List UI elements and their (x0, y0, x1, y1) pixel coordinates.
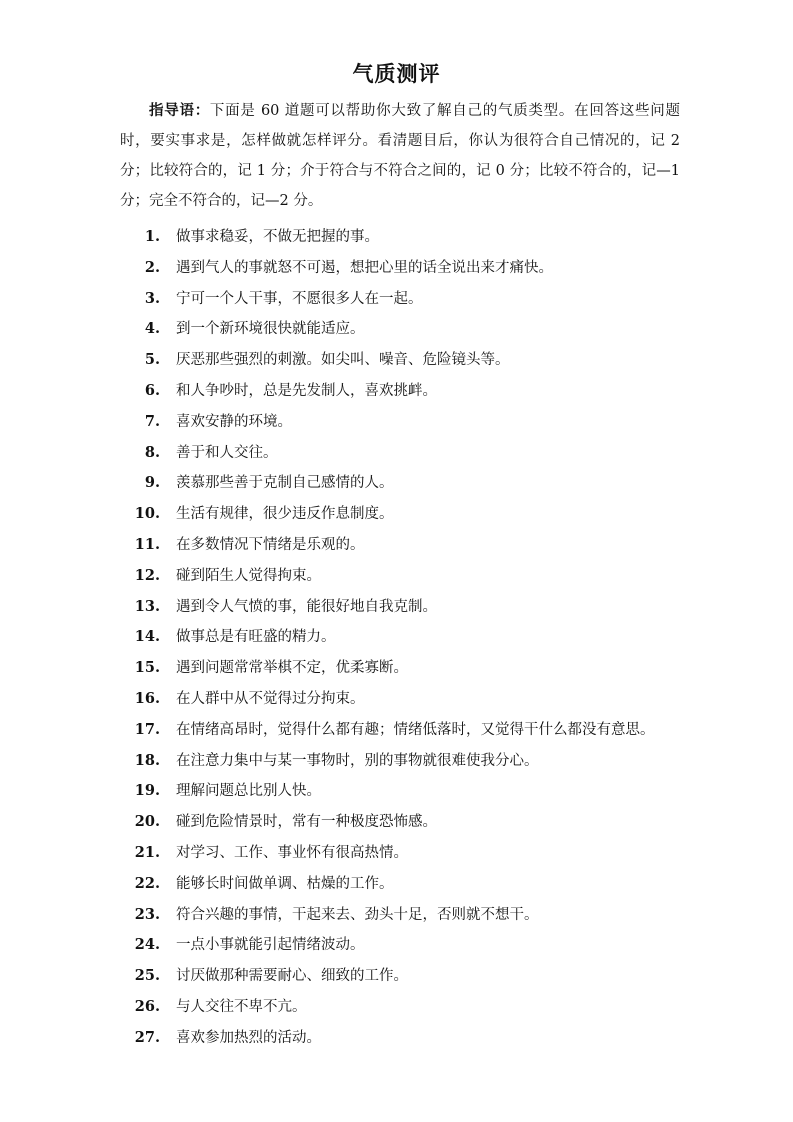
question-text: 碰到陌生人觉得拘束。 (176, 567, 321, 584)
question-number: 26. (134, 997, 160, 1015)
question-text: 对学习、工作、事业怀有很高热情。 (176, 844, 408, 861)
question-number: 5. (144, 351, 160, 369)
question-number: 4. (144, 320, 160, 338)
question-number: 10. (134, 505, 160, 523)
question-item (0, 438, 793, 469)
question-text: 做事总是有旺盛的精力。 (176, 629, 336, 646)
question-number: 24. (134, 936, 160, 954)
question-text: 能够长时间做单调、枯燥的工作。 (176, 875, 394, 892)
question-number: 7. (144, 412, 160, 430)
question-item (0, 530, 793, 561)
question-item (0, 622, 793, 653)
question-number: 6. (144, 381, 160, 399)
question-item (0, 869, 793, 900)
question-number: 2. (144, 258, 160, 276)
question-text: 厌恶那些强烈的刺激。如尖叫、噪音、危险镜头等。 (176, 352, 510, 369)
question-text: 宁可一个人干事，不愿很多人在一起。 (176, 290, 423, 307)
question-number: 23. (134, 905, 160, 923)
question-item (0, 284, 793, 315)
question-number: 20. (134, 813, 160, 831)
question-item (0, 684, 793, 715)
question-item (0, 900, 793, 931)
question-number: 27. (134, 1028, 160, 1046)
question-number: 15. (134, 659, 160, 677)
question-number: 21. (134, 843, 160, 861)
question-text: 做事求稳妥，不做无把握的事。 (176, 229, 379, 245)
question-number: 9. (144, 474, 160, 492)
question-text: 和人争吵时，总是先发制人，喜欢挑衅。 (176, 382, 437, 399)
question-item (0, 992, 793, 1023)
question-item (0, 222, 793, 253)
question-item (0, 314, 793, 345)
question-number: 22. (134, 874, 160, 892)
question-item (0, 376, 793, 407)
question-text: 碰到危险情景时，常有一种极度恐怖感。 (176, 814, 437, 831)
question-item (0, 746, 793, 777)
question-number: 17. (134, 720, 160, 738)
question-text: 一点小事就能引起情绪波动。 (176, 937, 365, 954)
question-text: 羡慕那些善于克制自己感情的人。 (176, 475, 394, 492)
question-item (0, 961, 793, 992)
question-item (0, 561, 793, 592)
instructions-lead: 指导语： (149, 102, 210, 119)
question-item (0, 807, 793, 838)
question-text: 与人交往不卑不亢。 (176, 998, 307, 1015)
question-number: 19. (134, 782, 160, 800)
question-item (0, 1023, 793, 1054)
question-number: 8. (144, 443, 160, 461)
page-title: 气质测评 (352, 61, 441, 86)
question-item (0, 653, 793, 684)
question-text: 遇到气人的事就怒不可遏，想把心里的话全说出来才痛快。 (176, 259, 553, 276)
question-text: 理解问题总比别人快。 (176, 783, 321, 800)
question-text: 到一个新环境很快就能适应。 (176, 321, 365, 338)
question-item (0, 345, 793, 376)
question-item (0, 715, 793, 746)
question-text: 符合兴趣的事情，干起来去、劲头十足，否则就不想干。 (176, 906, 539, 923)
question-item (0, 776, 793, 807)
question-text: 遇到问题常常举棋不定，优柔寡断。 (176, 660, 408, 677)
question-text: 生活有规律，很少违反作息制度。 (176, 506, 394, 523)
question-item (0, 468, 793, 499)
question-number: 3. (144, 289, 160, 307)
question-item (0, 930, 793, 961)
question-text: 在人群中从不觉得过分拘束。 (176, 690, 365, 707)
question-text: 在情绪高昂时，觉得什么都有趣；情绪低落时，又觉得干什么都没有意思。 (176, 721, 655, 738)
question-number: 18. (134, 751, 160, 769)
question-number: 1. (144, 228, 160, 245)
instructions-paragraph (120, 96, 680, 216)
question-text: 讨厌做那种需要耐心、细致的工作。 (176, 968, 408, 985)
question-item (0, 253, 793, 284)
question-number: 11. (134, 535, 160, 553)
question-text: 在多数情况下情绪是乐观的。 (176, 536, 365, 553)
question-text: 善于和人交往。 (176, 444, 278, 461)
question-number: 14. (134, 628, 160, 646)
instructions-body: 下面是 60 道题可以帮助你大致了解自己的气质类型。在回答这些问题时，要实事求是，怎样做就怎样评分。看清题目后，你认为很符合自己情况的，记 2 分；比较符合的，记 1 分；介于符合与不符合之间的，记 0 分；比较不符合的，记—1 分；完全不符合的，记—2 分。 (120, 103, 680, 209)
question-number: 25. (134, 967, 160, 985)
question-number: 12. (134, 566, 160, 584)
question-text: 喜欢安静的环境。 (176, 413, 292, 430)
question-item (0, 838, 793, 869)
question-item (0, 592, 793, 623)
question-number: 13. (134, 597, 160, 615)
question-list (0, 222, 793, 1054)
question-item (0, 499, 793, 530)
question-item (0, 407, 793, 438)
question-text: 遇到令人气愤的事，能很好地自我克制。 (176, 598, 437, 615)
question-text: 喜欢参加热烈的活动。 (176, 1029, 321, 1046)
question-text: 在注意力集中与某一事物时，别的事物就很难使我分心。 (176, 752, 539, 769)
question-number: 16. (134, 689, 160, 707)
